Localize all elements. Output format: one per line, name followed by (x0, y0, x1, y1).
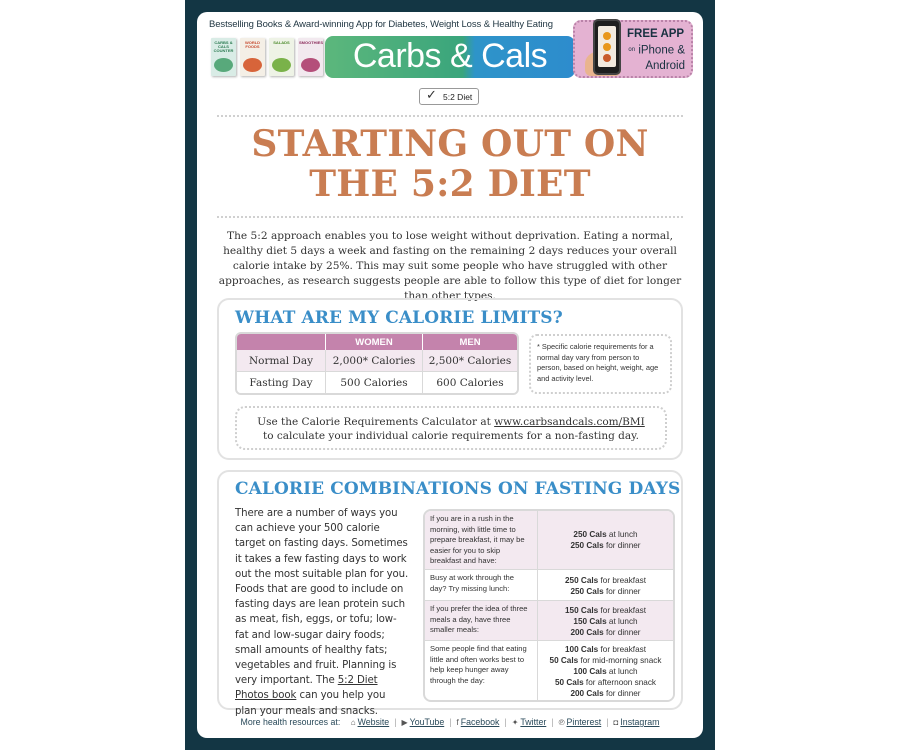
footer: More health resources at: ⌂ Website | ▶ YouTube | f Facebook | ✦ Twitter | ℗ Pinterest | ◘ Instagram (240, 717, 660, 727)
combination-row (425, 640, 673, 701)
combination-plan: 250 Cals at lunch 250 Cals for dinner (537, 511, 673, 569)
section-heading: WHAT ARE MY CALORIE LIMITS? (235, 308, 563, 328)
combinations-paragraph: There are a number of ways you can achieve your 500 calorie target on fasting days. Sometimes it takes a few fasting days to work out the most suitable plan for you. Foods that are good to include on fasting days are lean protein such as meat, fish, eggs, or tofu; low-fat and low-sugar dairy foods; small amounts of healthy fats; vegetables and fruit. Planning is very important. The 5:2 Diet Photos book can you help you plan your meals and snacks. (235, 508, 409, 717)
free-app-title: FREE APP (627, 28, 685, 40)
book-cover: SALADS (269, 38, 294, 76)
divider (217, 115, 683, 117)
footer-lead: More health resources at: (240, 717, 341, 727)
tagline: Bestselling Books & Award-winning App for Diabetes, Weight Loss & Healthy Eating (209, 19, 553, 30)
calorie-limits-section (217, 298, 683, 460)
combination-row (425, 569, 673, 601)
footer-link-website[interactable]: Website (357, 717, 390, 727)
combination-row (425, 600, 673, 641)
calculator-link[interactable]: www.carbsandcals.com/BMI (494, 416, 645, 428)
combinations-table (423, 509, 675, 702)
book-cover: CARBS & CALS COUNTER (211, 38, 236, 76)
combination-row (425, 511, 673, 569)
food-image-icon (301, 58, 320, 72)
divider (217, 216, 683, 218)
food-image-icon (243, 58, 262, 72)
carbs-cals-logo[interactable] (325, 36, 575, 78)
table-header-men: MEN (422, 334, 517, 350)
combination-plan: 100 Cals for breakfast 50 Cals for mid-morning snack 100 Cals at lunch 50 Cals for afternoon snack 200 Cals for dinner (537, 641, 673, 701)
checkmark-icon: ✓ (426, 87, 437, 102)
pinterest-icon: ℗ (558, 718, 565, 727)
combination-scenario: Some people find that eating little and often works best to help keep hunger away through the day: (430, 644, 527, 685)
phone-icon (593, 19, 621, 75)
book-cover: SMOOTHIES (298, 38, 323, 76)
calculator-callout: Use the Calorie Requirements Calculator at www.carbsandcals.com/BMI to calculate your individual calorie requirements for a non-fasting day. (235, 406, 667, 450)
footer-link-instagram[interactable]: Instagram (620, 717, 660, 727)
footer-link-pinterest[interactable]: Pinterest (566, 717, 602, 727)
calorie-note: * Specific calorie requirements for a normal day vary from person to person, based on height, weight, age and activity level. (529, 334, 672, 394)
combination-scenario: If you prefer the idea of three meals a day, have three smaller meals: (430, 604, 528, 634)
info-sheet (197, 12, 703, 738)
twitter-icon: ✦ (511, 718, 519, 727)
table-header-blank (237, 334, 325, 350)
food-image-icon (272, 58, 291, 72)
diet-tag-label: 5:2 Diet (443, 92, 473, 102)
table-header-women: WOMEN (325, 334, 422, 350)
free-app-platforms: on iPhone & Android (628, 44, 685, 72)
instagram-icon: ◘ (613, 718, 619, 727)
section-heading: CALORIE COMBINATIONS ON FASTING DAYS (235, 479, 681, 499)
home-icon: ⌂ (350, 718, 356, 727)
footer-link-facebook[interactable]: Facebook (460, 717, 500, 727)
footer-link-youtube[interactable]: YouTube (409, 717, 445, 727)
photos-book-link[interactable]: 5:2 Diet Photos book (235, 675, 378, 702)
page-title: STARTING OUT ON THE 5:2 DIET (251, 123, 649, 205)
facebook-icon: f (456, 718, 459, 727)
book-covers (211, 38, 323, 76)
logo-text: Carbs & Cals (352, 37, 548, 75)
combination-scenario: If you are in a rush in the morning, with little time to prepare breakfast, it may be easier for you to skip breakfast and have: (430, 514, 525, 565)
calorie-combinations-section (217, 470, 683, 717)
intro-paragraph: The 5:2 approach enables you to lose weight without deprivation. Eating a normal, healthy diet 5 days a week and fasting on the remaining 2 days reduces your overall calorie intake by 25%. This may suit some people who have struggled with other approaches, as research suggests people are able to follow this type of diet for longer than other types. (218, 230, 682, 302)
diet-tag[interactable] (419, 88, 479, 105)
book-cover: WORLD FOODS (240, 38, 265, 76)
table-row: Fasting Day 500 Calories 600 Calories (237, 371, 517, 393)
combination-plan: 250 Cals for breakfast 250 Cals for dinner (537, 570, 673, 601)
youtube-icon: ▶ (401, 718, 408, 727)
calorie-limits-table (235, 332, 519, 395)
free-app-badge[interactable] (573, 20, 693, 78)
table-row: Normal Day 2,000* Calories 2,500* Calories (237, 350, 517, 371)
combination-scenario: Busy at work through the day? Try missing lunch: (430, 573, 514, 593)
footer-link-twitter[interactable]: Twitter (520, 717, 547, 727)
food-image-icon (214, 58, 233, 72)
combination-plan: 150 Cals for breakfast 150 Cals at lunch 200 Cals for dinner (537, 601, 673, 641)
